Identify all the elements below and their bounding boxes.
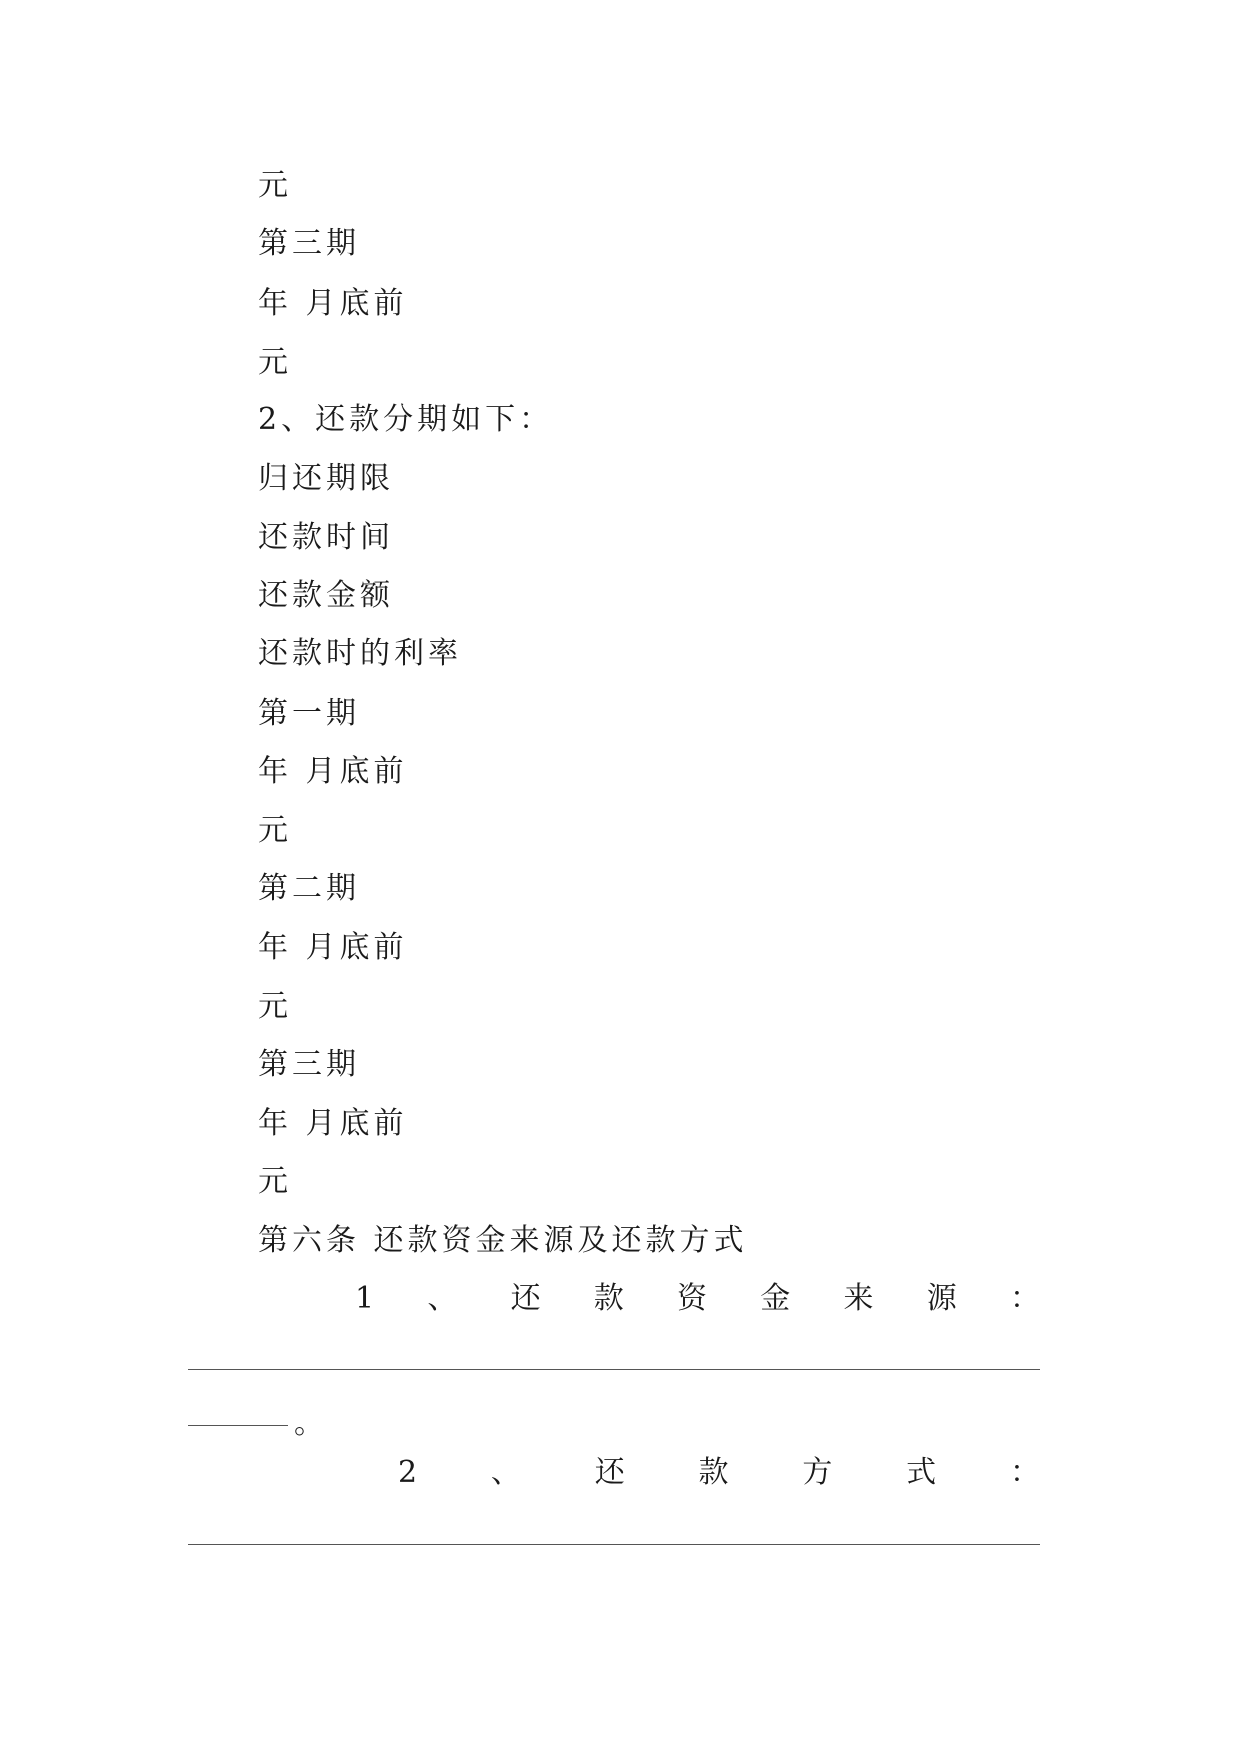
item-1-char: 还 bbox=[510, 1281, 541, 1316]
fill-in-underline bbox=[188, 1544, 1040, 1545]
item-2-char: ： bbox=[1009, 1455, 1040, 1490]
fill-in-underline-short bbox=[188, 1425, 288, 1426]
text-line: 元 bbox=[258, 345, 292, 380]
text-line: 元 bbox=[258, 1164, 292, 1199]
item-1-char: 源 bbox=[926, 1281, 957, 1316]
text-line: 还款时的利率 bbox=[258, 636, 462, 671]
item-1-char: 来 bbox=[843, 1281, 874, 1316]
text-line: 归还期限 bbox=[258, 461, 394, 496]
text-line: 年 月底前 bbox=[258, 754, 408, 789]
item-1-char: 金 bbox=[760, 1281, 791, 1316]
text-line: 还款时间 bbox=[258, 520, 394, 555]
section-heading: 第六条 还款资金来源及还款方式 bbox=[258, 1223, 748, 1258]
text-line: 年 月底前 bbox=[258, 286, 408, 321]
item-2-char: 2 bbox=[398, 1455, 418, 1490]
text-line: 元 bbox=[258, 168, 292, 203]
text-line: 元 bbox=[258, 989, 292, 1024]
item-2-char: 方 bbox=[802, 1455, 833, 1490]
item-1-char: 资 bbox=[677, 1281, 708, 1316]
item-1-label bbox=[355, 1279, 1040, 1319]
text-line: 年 月底前 bbox=[258, 1106, 408, 1141]
text-line: 年 月底前 bbox=[258, 930, 408, 965]
fill-in-underline bbox=[188, 1369, 1040, 1370]
item-2-char: 式 bbox=[906, 1455, 937, 1490]
item-1-char: 、 bbox=[427, 1281, 458, 1316]
item-1-char: 1 bbox=[355, 1281, 375, 1316]
item-2-label bbox=[398, 1453, 1040, 1493]
text-line: 第二期 bbox=[258, 871, 360, 906]
text-line: 还款金额 bbox=[258, 578, 394, 613]
text-line: 第三期 bbox=[258, 226, 360, 261]
text-line: 元 bbox=[258, 813, 292, 848]
text-line: 第一期 bbox=[258, 696, 360, 731]
period-mark: 。 bbox=[294, 1406, 324, 1441]
item-2-char: 、 bbox=[490, 1455, 521, 1490]
item-1-char: 款 bbox=[593, 1281, 624, 1316]
item-2-char: 还 bbox=[594, 1455, 625, 1490]
fill-in-tail bbox=[188, 1404, 324, 1444]
item-2-char: 款 bbox=[698, 1455, 729, 1490]
item-1-char: ： bbox=[1009, 1281, 1040, 1316]
text-line: 第三期 bbox=[258, 1047, 360, 1082]
text-line: 2、还款分期如下： bbox=[258, 402, 554, 437]
